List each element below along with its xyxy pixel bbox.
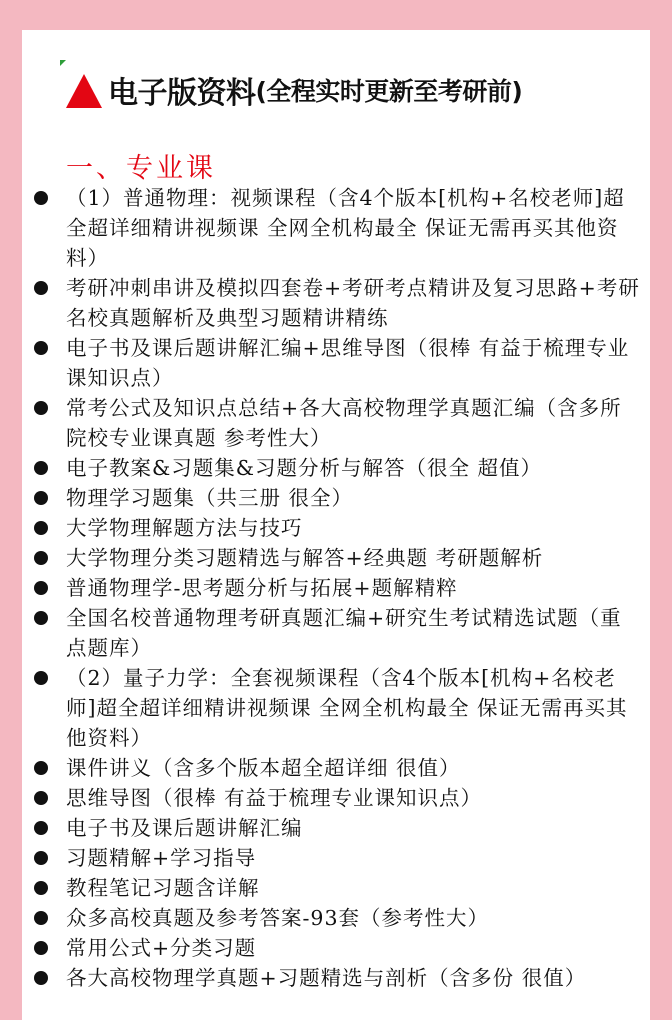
bullet-icon bbox=[34, 821, 48, 835]
bullet-icon bbox=[34, 611, 48, 625]
bullet-icon bbox=[34, 491, 48, 505]
bullet-icon bbox=[34, 761, 48, 775]
list-item-text: 普通物理学-思考题分析与拓展+题解精粹 bbox=[66, 576, 458, 600]
list-item bbox=[22, 543, 650, 573]
bullet-icon bbox=[34, 851, 48, 865]
list-item-text: 各大高校物理学真题+习题精选与剖析（含多份 很值） bbox=[66, 966, 587, 990]
bullet-icon bbox=[34, 911, 48, 925]
list-item-text: （1）普通物理：视频课程（含4个版本[机构+名校老师]超全超详细精讲视频课 全网全机构最全 保证无需再买其他资料） bbox=[66, 186, 625, 270]
list-item bbox=[22, 273, 650, 333]
red-triangle-icon bbox=[66, 74, 102, 108]
list-item bbox=[22, 963, 650, 993]
list-item-text: 物理学习题集（共三册 很全） bbox=[66, 486, 354, 510]
list-item-text: 众多高校真题及参考答案-93套（参考性大） bbox=[66, 906, 490, 930]
list-item bbox=[22, 513, 650, 543]
list-item-text: 大学物理分类习题精选与解答+经典题 考研题解析 bbox=[66, 546, 544, 570]
bullet-icon bbox=[34, 971, 48, 985]
list-item bbox=[22, 873, 650, 903]
list-item bbox=[22, 783, 650, 813]
list-item bbox=[22, 483, 650, 513]
corner-marker-icon bbox=[60, 60, 66, 66]
list-item bbox=[22, 333, 650, 393]
list-item bbox=[22, 393, 650, 453]
list-item-text: 教程笔记习题含详解 bbox=[66, 876, 260, 900]
list-item bbox=[22, 903, 650, 933]
bullet-icon bbox=[34, 581, 48, 595]
list-item bbox=[22, 573, 650, 603]
list-item-text: 电子书及课后题讲解汇编+思维导图（很棒 有益于梳理专业课知识点） bbox=[66, 336, 630, 390]
list-item-text: 电子书及课后题讲解汇编 bbox=[66, 816, 303, 840]
list-item bbox=[22, 813, 650, 843]
title-main: 电子版资料 bbox=[108, 76, 256, 111]
bullet-icon bbox=[34, 461, 48, 475]
list-item bbox=[22, 603, 650, 663]
list-item bbox=[22, 843, 650, 873]
bullet-icon bbox=[34, 401, 48, 415]
bullet-icon bbox=[34, 941, 48, 955]
list-item-text: 全国名校普通物理考研真题汇编+研究生考试精选试题（重点题库） bbox=[66, 606, 622, 660]
bullet-icon bbox=[34, 791, 48, 805]
list-item bbox=[22, 453, 650, 483]
section-heading: 一、专业课 bbox=[66, 153, 216, 184]
bullet-icon bbox=[34, 881, 48, 895]
resource-list bbox=[22, 183, 650, 993]
list-item-text: 课件讲义（含多个版本超全超详细 很值） bbox=[66, 756, 461, 780]
list-item-text: 常用公式+分类习题 bbox=[66, 936, 257, 960]
list-item-text: 习题精解+学习指导 bbox=[66, 846, 257, 870]
list-item-text: 电子教案&习题集&习题分析与解答（很全 超值） bbox=[66, 456, 543, 480]
bullet-icon bbox=[34, 521, 48, 535]
list-item bbox=[22, 183, 650, 273]
bullet-icon bbox=[34, 341, 48, 355]
bullet-icon bbox=[34, 671, 48, 685]
list-item bbox=[22, 753, 650, 783]
content-card bbox=[22, 30, 650, 1020]
list-item bbox=[22, 663, 650, 753]
list-item-text: 思维导图（很棒 有益于梳理专业课知识点） bbox=[66, 786, 483, 810]
bullet-icon bbox=[34, 191, 48, 205]
bullet-icon bbox=[34, 551, 48, 565]
page-title bbox=[66, 70, 522, 110]
list-item-text: 考研冲刺串讲及模拟四套卷+考研考点精讲及复习思路+考研名校真题解析及典型习题精讲精练 bbox=[66, 276, 640, 330]
title-subtitle: (全程实时更新至考研前) bbox=[255, 77, 523, 106]
list-item-text: 大学物理解题方法与技巧 bbox=[66, 516, 303, 540]
list-item bbox=[22, 933, 650, 963]
list-item-text: （2）量子力学：全套视频课程（含4个版本[机构+名校老师]超全超详细精讲视频课 全网全机构最全 保证无需再买其他资料） bbox=[66, 666, 628, 750]
list-item-text: 常考公式及知识点总结+各大高校物理学真题汇编（含多所院校专业课真题 参考性大） bbox=[66, 396, 622, 450]
bullet-icon bbox=[34, 281, 48, 295]
